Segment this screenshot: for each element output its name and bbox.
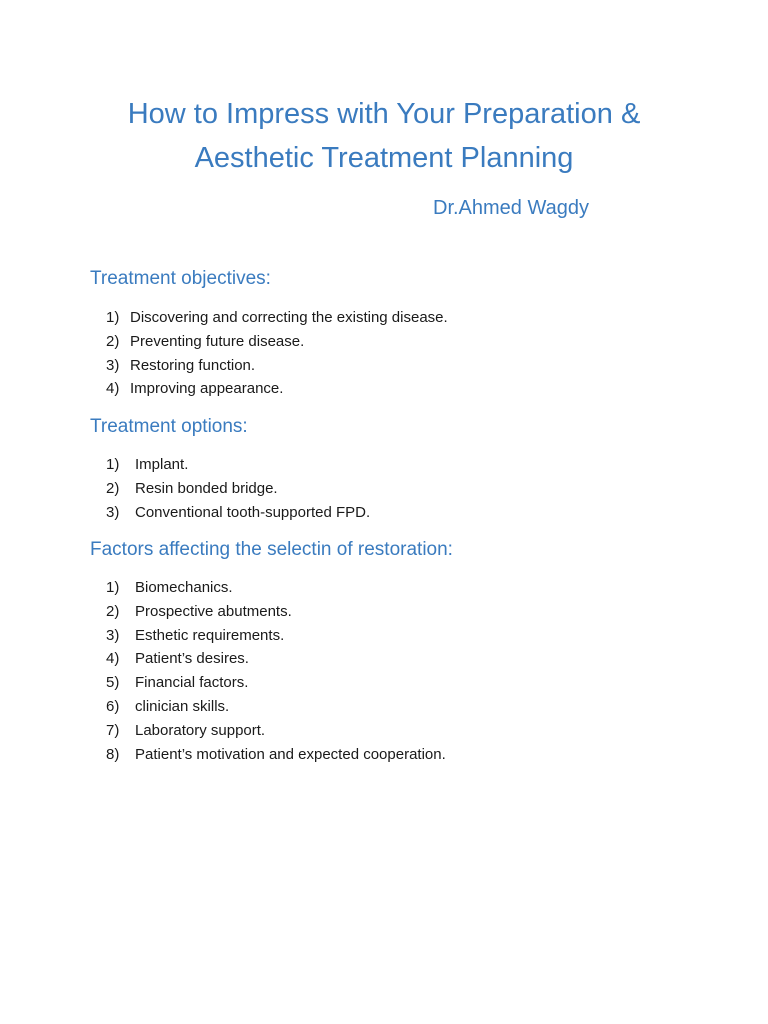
list-item-number: 3) xyxy=(106,356,120,374)
list-item-number: 4) xyxy=(106,380,120,398)
list-item-text: Restoring function. xyxy=(130,356,256,374)
list-item xyxy=(106,600,446,624)
list-item-text: Biomechanics. xyxy=(135,579,233,596)
list-item-text: Esthetic requirements. xyxy=(135,626,285,644)
list-item xyxy=(106,501,370,525)
list-item-number: 3) xyxy=(106,626,120,644)
document-title xyxy=(40,92,728,180)
list-item-text: Prospective abutments. xyxy=(135,602,292,620)
list-item-text: Resin bonded bridge. xyxy=(135,479,278,497)
list-factors-affecting-selection xyxy=(106,576,446,766)
list-item xyxy=(106,330,448,354)
list-item-number: 2) xyxy=(106,479,120,497)
section-heading-treatment-options: Treatment options: xyxy=(90,416,248,437)
list-item-number: 4) xyxy=(106,650,120,668)
list-treatment-objectives xyxy=(106,306,448,401)
list-item xyxy=(106,306,448,330)
list-item xyxy=(106,354,448,378)
list-item-text: Financial factors. xyxy=(135,674,249,692)
list-item-number: 1) xyxy=(106,309,120,326)
list-item xyxy=(106,719,446,743)
title-line-1: How to Impress with Your Preparation & xyxy=(127,98,641,130)
list-item-number: 1) xyxy=(106,579,120,596)
list-item-text: Conventional tooth-supported FPD. xyxy=(135,503,371,521)
list-item xyxy=(106,377,448,401)
section-heading-factors-affecting-selection: Factors affecting the selectin of restoration: xyxy=(90,539,453,560)
section-heading-treatment-objectives: Treatment objectives: xyxy=(90,268,271,289)
list-item xyxy=(106,477,370,501)
list-item-number: 7) xyxy=(106,721,120,739)
title-line-2: Aesthetic Treatment Planning xyxy=(194,142,574,174)
list-item-text: Patient’s desires. xyxy=(135,650,249,668)
list-item-text: Improving appearance. xyxy=(130,380,284,398)
list-item-number: 2) xyxy=(106,602,120,620)
list-item-text: Implant. xyxy=(135,456,189,473)
list-item xyxy=(106,453,370,477)
list-item-text: Patient’s motivation and expected cooperation. xyxy=(135,745,446,763)
author-name: Dr.Ahmed Wagdy xyxy=(433,197,589,219)
list-item-number: 8) xyxy=(106,745,120,763)
list-item xyxy=(106,671,446,695)
list-item xyxy=(106,576,446,600)
list-treatment-options xyxy=(106,453,370,524)
list-item xyxy=(106,743,446,767)
list-item-text: Laboratory support. xyxy=(135,721,266,739)
list-item-text: Preventing future disease. xyxy=(130,332,305,350)
list-item-number: 3) xyxy=(106,503,120,521)
list-item-number: 1) xyxy=(106,456,120,473)
list-item xyxy=(106,624,446,648)
list-item-number: 5) xyxy=(106,674,120,692)
list-item-number: 6) xyxy=(106,697,120,715)
list-item-text: clinician skills. xyxy=(135,697,230,715)
list-item xyxy=(106,695,446,719)
list-item-text: Discovering and correcting the existing disease. xyxy=(130,309,448,326)
list-item-number: 2) xyxy=(106,332,120,350)
list-item xyxy=(106,647,446,671)
